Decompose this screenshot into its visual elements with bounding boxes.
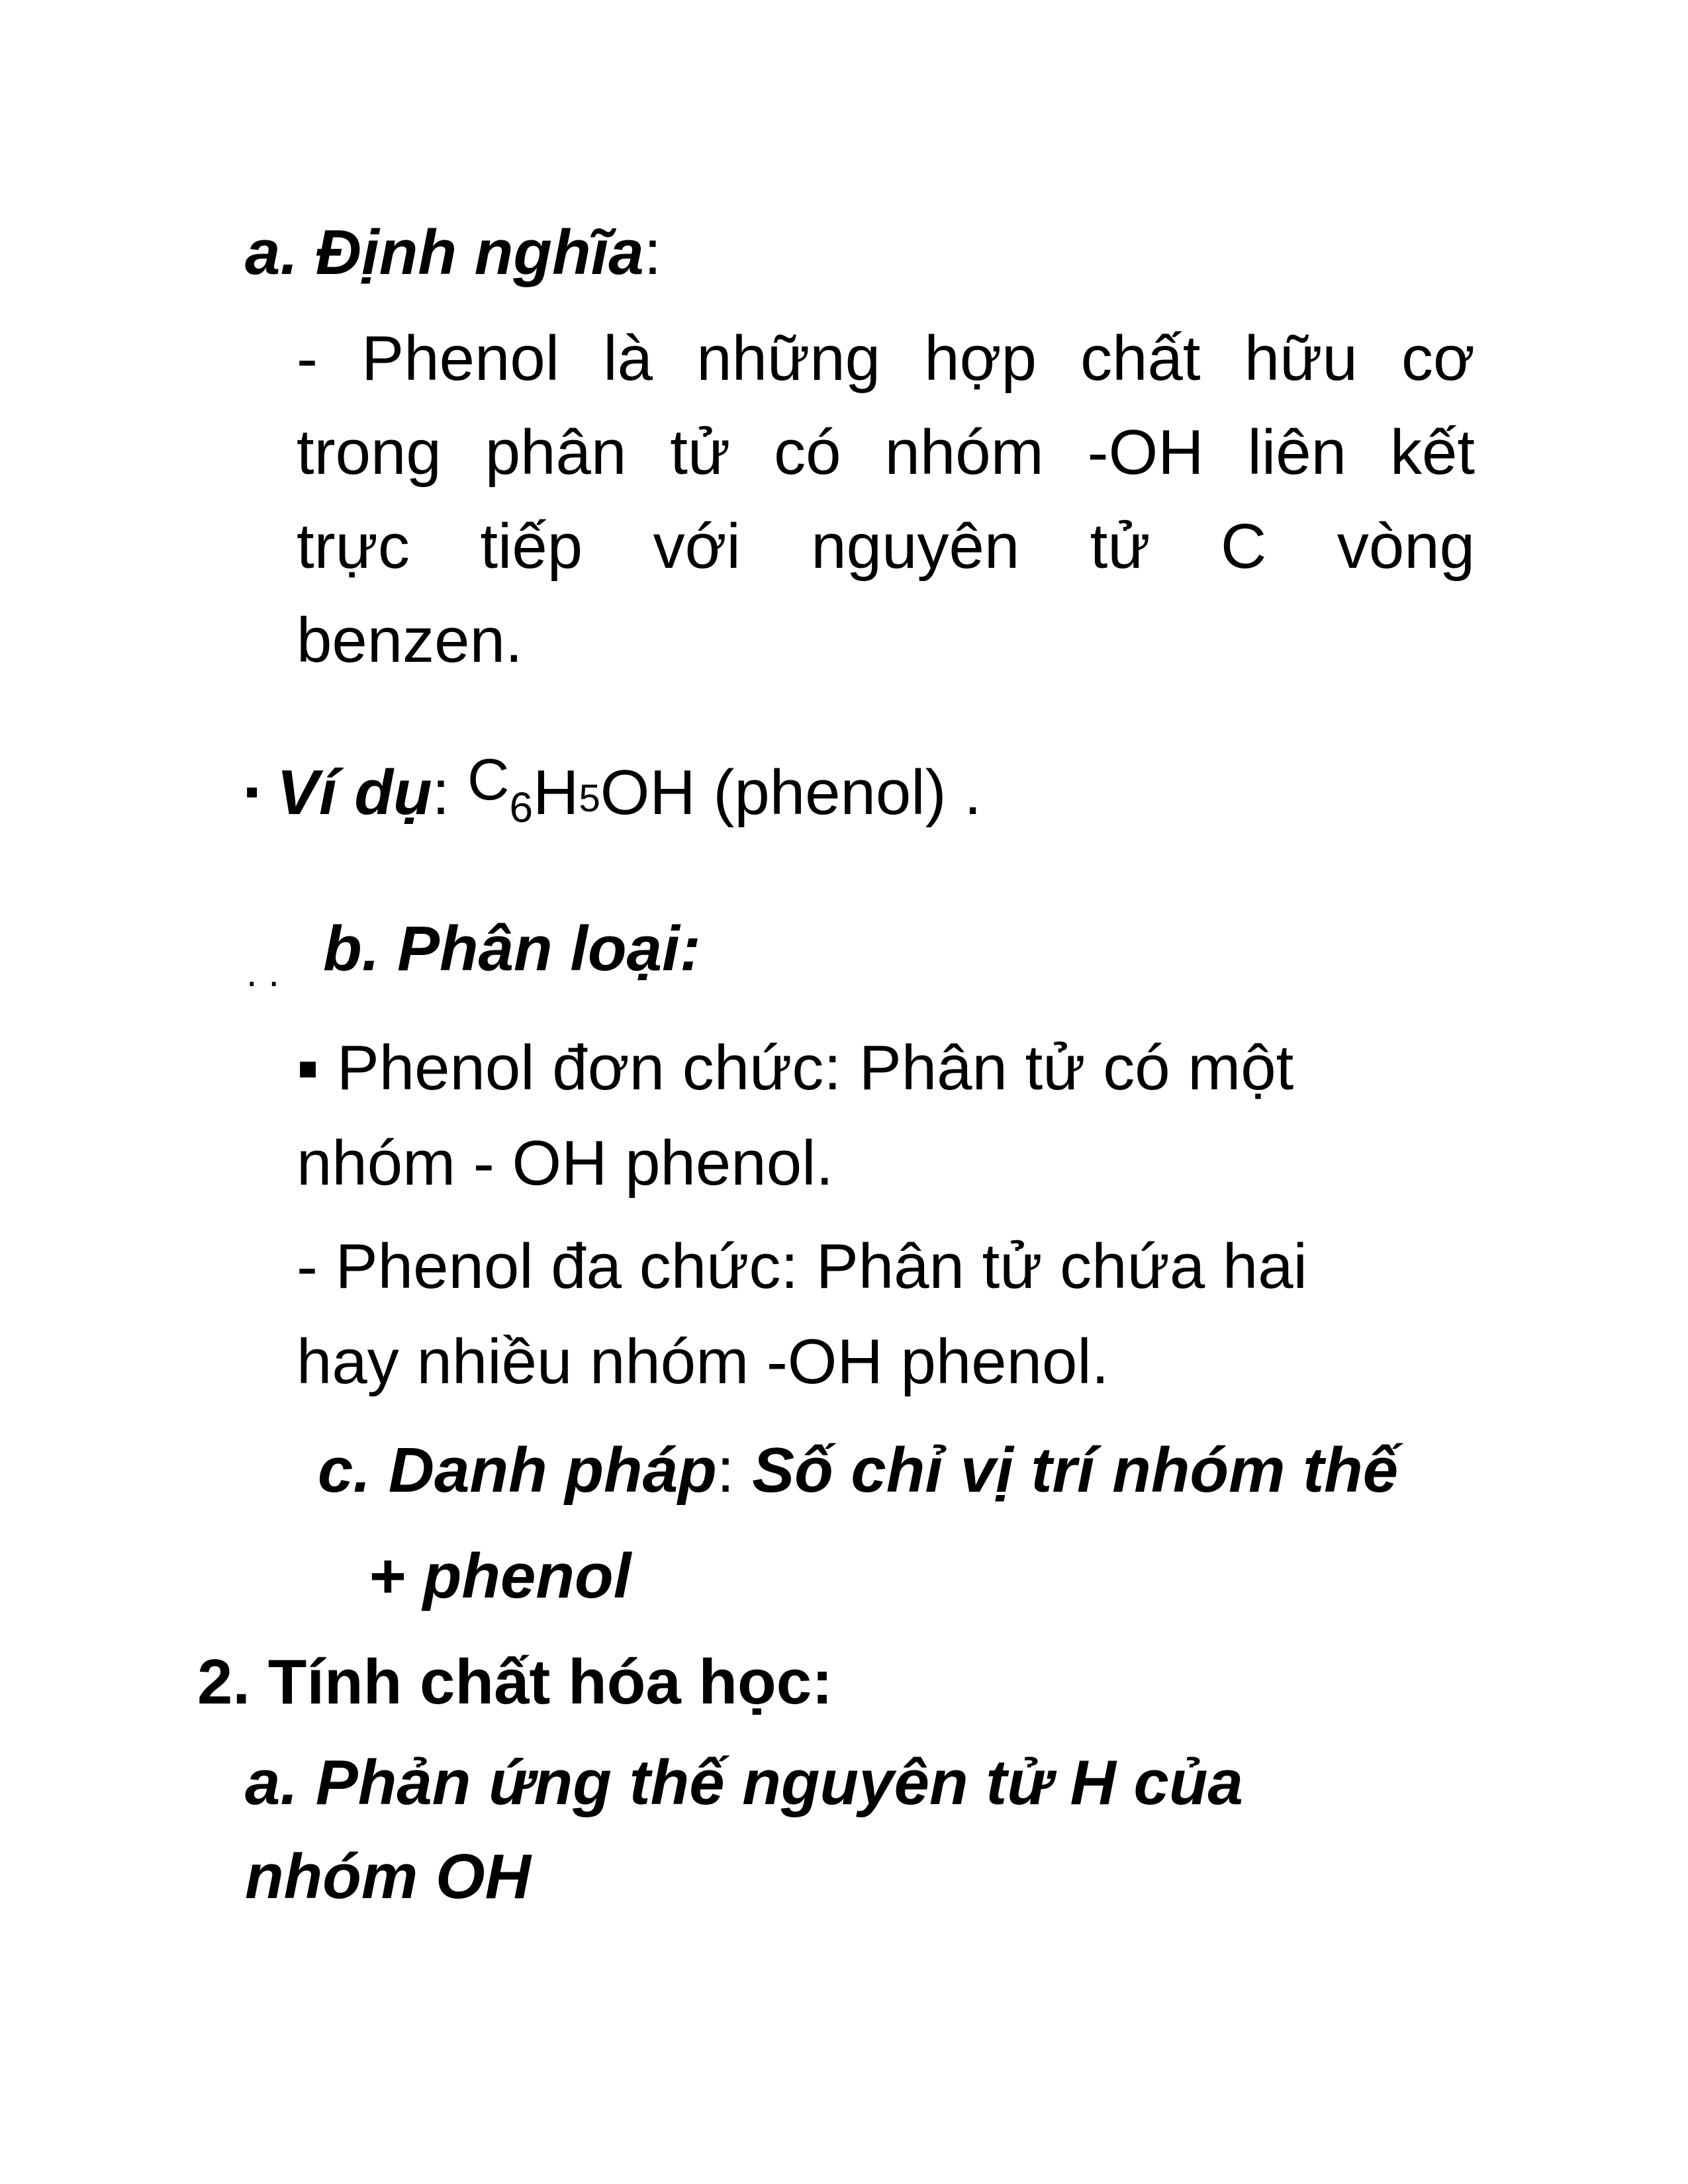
heading-nomenclature: [318, 1435, 1399, 1506]
formula-carbon-subscript: 6: [509, 784, 534, 831]
heading-definition-text: a. Định nghĩa: [245, 217, 644, 288]
example-colon: :: [432, 757, 450, 828]
heading-definition-colon: :: [643, 217, 662, 288]
subheading-substitution-line-1: a. Phản ứng thế nguyên tử H của: [245, 1747, 1243, 1818]
heading-chemical-properties: 2. Tính chất hóa học:: [197, 1647, 833, 1717]
example-label: Ví dụ: [276, 757, 432, 828]
formula-rest: OH (phenol) .: [600, 757, 982, 828]
definition-line-4: benzen.: [297, 605, 523, 676]
formula-hydrogen: H: [533, 757, 579, 828]
stray-dots: . .: [246, 950, 280, 995]
nomenclature-rule-line-2: + phenol: [368, 1541, 632, 1612]
classification-item-2-line-1: - Phenol đa chức: Phân tử chứa hai: [297, 1231, 1307, 1302]
subheading-substitution-line-2: nhóm OH: [245, 1841, 531, 1912]
definition-line-2: trong phân tử có nhóm -OH liên kết: [297, 417, 1475, 488]
nomenclature-rule-line-1: Số chỉ vị trí nhóm thế: [752, 1435, 1399, 1506]
classification-item-1-line-1: ▪ Phenol đơn chức: Phân tử có một: [297, 1032, 1294, 1103]
formula-hydrogen-subscript: 5: [579, 777, 600, 820]
heading-classification: b. Phân loại:: [323, 913, 701, 984]
heading-definition: [245, 217, 662, 288]
definition-line-3: trực tiếp với nguyên tử C vòng: [297, 511, 1475, 582]
classification-item-2-line-2: hay nhiều nhóm -OH phenol.: [297, 1326, 1109, 1397]
definition-line-1: - Phenol là những hợp chất hữu cơ: [297, 323, 1475, 394]
example-bullet: ▪: [245, 769, 259, 813]
example-line: [245, 747, 982, 831]
heading-nomenclature-colon: :: [716, 1435, 735, 1506]
formula-carbon: C: [467, 747, 510, 812]
classification-item-1-line-2: nhóm - OH phenol.: [297, 1128, 834, 1199]
heading-nomenclature-text: c. Danh pháp: [318, 1435, 717, 1506]
